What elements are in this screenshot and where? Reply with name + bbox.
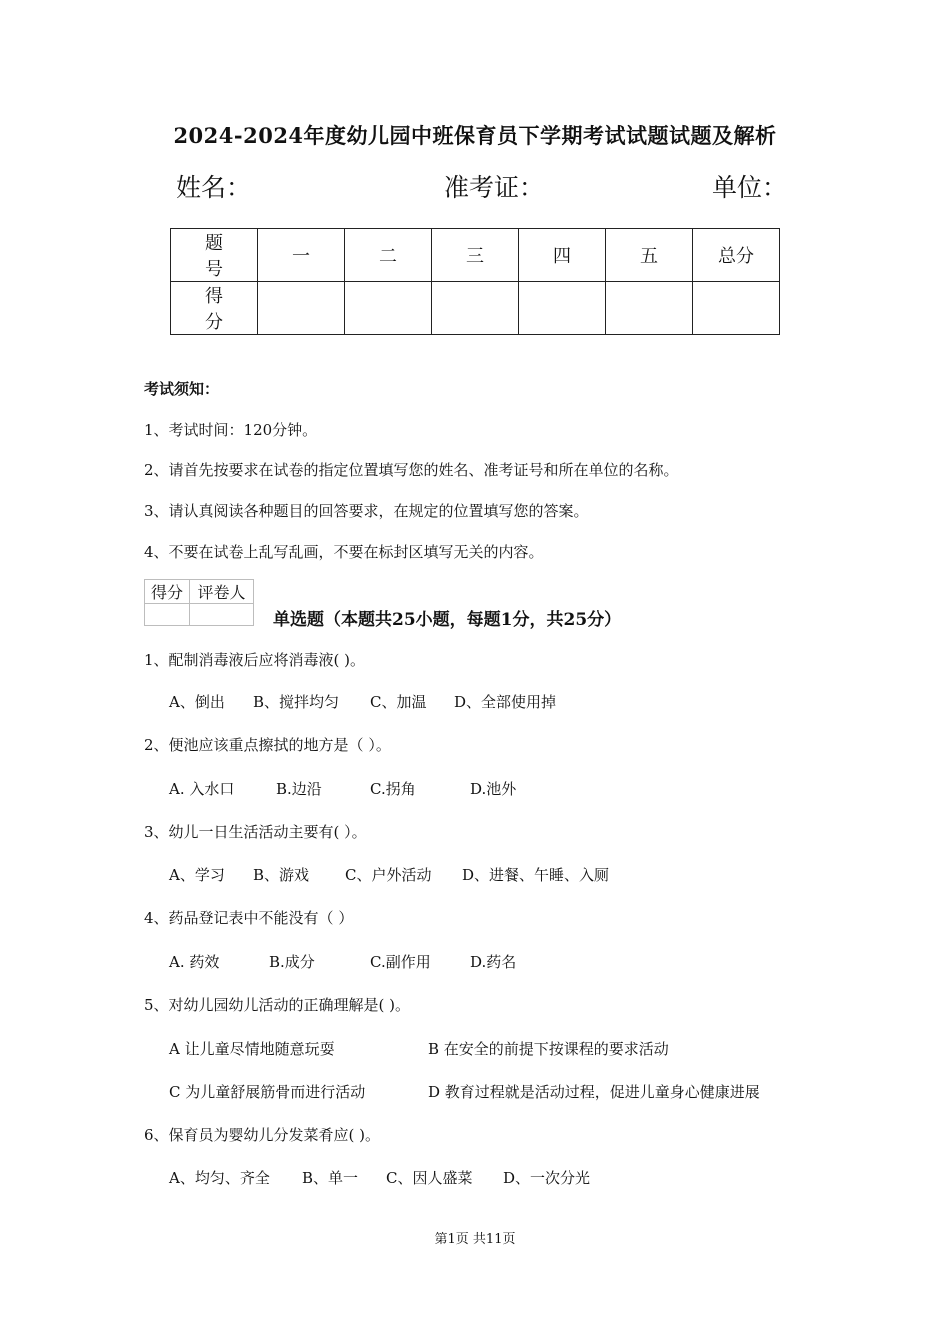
- question-text: 6、保育员为婴幼儿分发菜肴应( )。: [144, 1126, 381, 1144]
- score-cell[interactable]: [693, 282, 780, 335]
- notes-title: 考试须知：: [144, 380, 220, 398]
- grader-box: [144, 579, 254, 626]
- question-option: B、搅拌均匀: [253, 693, 340, 711]
- question-option: C.副作用: [370, 953, 431, 971]
- document-title: 2024-2024年度幼儿园中班保育员下学期考试试题试题及解析: [173, 123, 777, 148]
- question-option: C、因人盛菜: [386, 1169, 473, 1187]
- score-table: [170, 228, 780, 335]
- section-title: 单选题（本题共25小题，每题1分，共25分）: [273, 610, 622, 630]
- score-table-header-cell: 五: [606, 229, 693, 282]
- score-table-header-cell: 一: [258, 229, 345, 282]
- question-option: B.边沿: [276, 780, 322, 798]
- question-option: D、进餐、午睡、入厕: [462, 866, 610, 884]
- question-option: A、学习: [169, 866, 225, 884]
- score-table-header-cell: 二: [345, 229, 432, 282]
- question-option: A、倒出: [169, 693, 225, 711]
- question-option: B 在安全的前提下按课程的要求活动: [428, 1040, 669, 1058]
- question-option: B.成分: [269, 953, 315, 971]
- question-text: 2、便池应该重点擦拭的地方是（ ）。: [144, 736, 391, 754]
- question-option: C、加温: [370, 693, 427, 711]
- score-table-header-cell: 总分: [693, 229, 780, 282]
- question-option: A、均匀、齐全: [169, 1169, 270, 1187]
- exam-number-field-label: 准考证：: [444, 173, 545, 202]
- score-table-row-label: 得 分: [171, 282, 258, 335]
- grader-name-label: 评卷人: [190, 580, 254, 604]
- score-table-header-cell: 四: [519, 229, 606, 282]
- score-table-header-label: 题 号: [171, 229, 258, 282]
- question-option: A. 入水口: [169, 780, 235, 798]
- note-item: 2、请首先按要求在试卷的指定位置填写您的姓名、准考证号和所在单位的名称。: [144, 461, 679, 479]
- score-cell[interactable]: [432, 282, 519, 335]
- note-item: 3、请认真阅读各种题目的回答要求，在规定的位置填写您的答案。: [144, 502, 589, 520]
- note-item: 4、不要在试卷上乱写乱画，不要在标封区填写无关的内容。: [144, 543, 544, 561]
- question-option: C 为儿童舒展筋骨而进行活动: [169, 1083, 366, 1101]
- score-cell[interactable]: [519, 282, 606, 335]
- page-footer: 第1页 共11页: [434, 1232, 516, 1247]
- question-option: C.拐角: [370, 780, 416, 798]
- score-table-header-cell: 三: [432, 229, 519, 282]
- score-table-header-row: [171, 229, 780, 282]
- name-field-label: 姓名：: [176, 173, 252, 202]
- score-cell[interactable]: [258, 282, 345, 335]
- unit-field-label: 单位：: [712, 173, 788, 202]
- question-text: 1、配制消毒液后应将消毒液( )。: [144, 651, 366, 669]
- question-option: B、单一: [302, 1169, 359, 1187]
- question-text: 5、对幼儿园幼儿活动的正确理解是( )。: [144, 996, 411, 1014]
- question-option: A 让儿童尽情地随意玩耍: [169, 1040, 335, 1058]
- question-option: D、一次分光: [503, 1169, 591, 1187]
- question-text: 3、幼儿一日生活活动主要有( ）。: [144, 823, 367, 841]
- score-cell[interactable]: [606, 282, 693, 335]
- grader-score-label: 得分: [145, 580, 190, 604]
- grader-name-cell[interactable]: [190, 604, 254, 626]
- question-option: C、户外活动: [345, 866, 432, 884]
- question-option: D.池外: [470, 780, 517, 798]
- question-option: A. 药效: [169, 953, 220, 971]
- question-option: B、游戏: [253, 866, 310, 884]
- question-option: D.药名: [470, 953, 517, 971]
- score-table-score-row: [171, 282, 780, 335]
- question-option: D 教育过程就是活动过程，促进儿童身心健康进展: [428, 1083, 760, 1101]
- note-item: 1、考试时间：120分钟。: [144, 421, 318, 439]
- grader-score-cell[interactable]: [145, 604, 190, 626]
- question-option: D、全部使用掉: [454, 693, 557, 711]
- question-text: 4、药品登记表中不能没有（ ）: [144, 909, 354, 927]
- score-cell[interactable]: [345, 282, 432, 335]
